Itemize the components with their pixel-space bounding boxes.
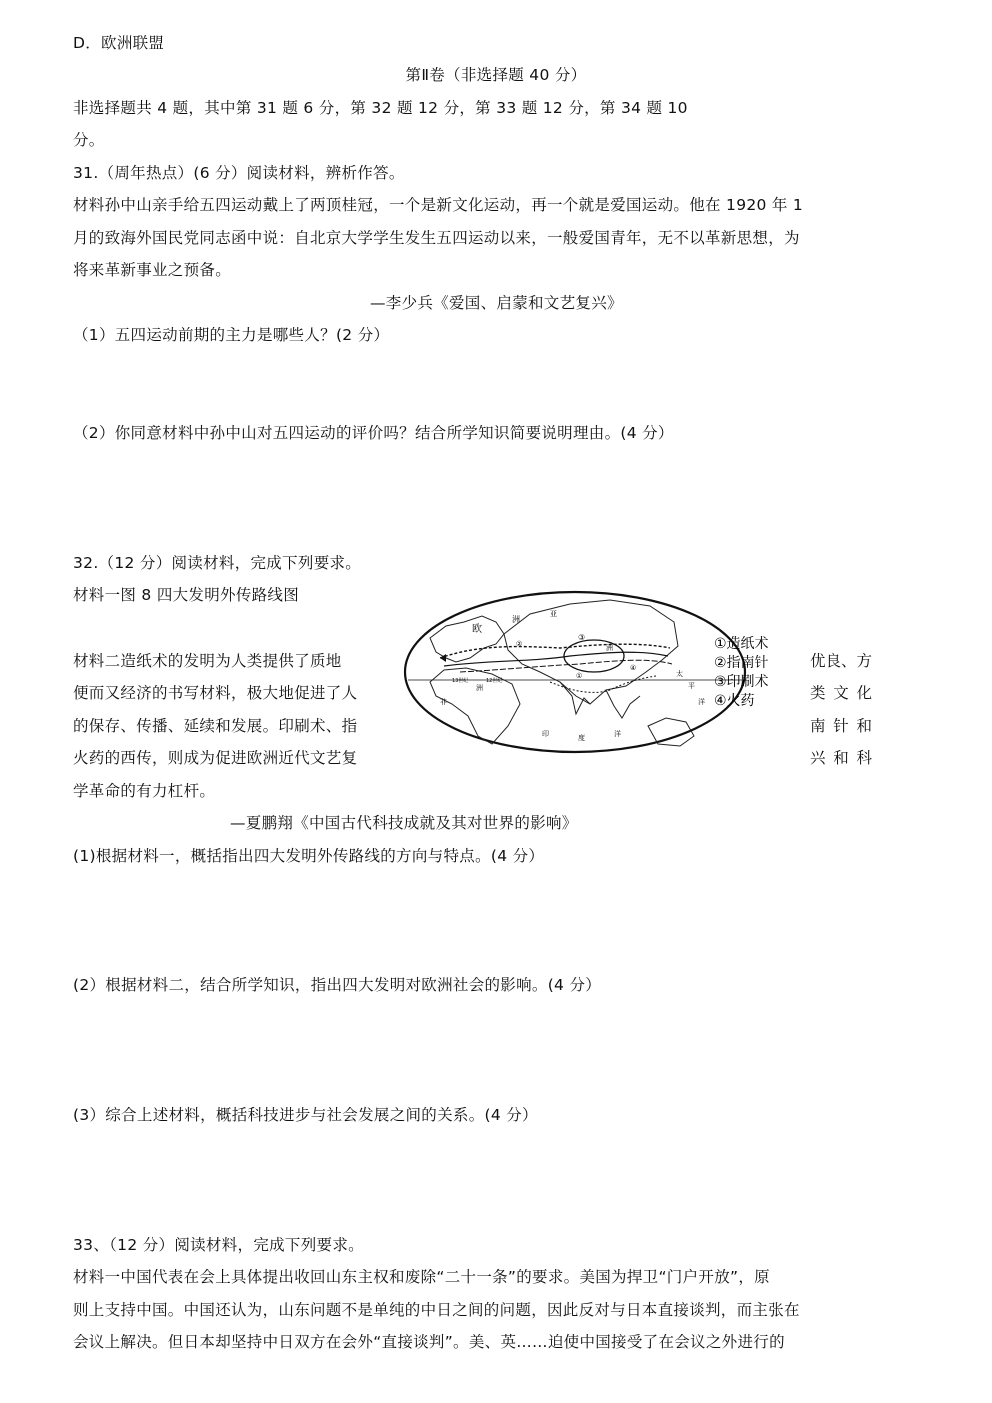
q33-heading: 33、（12 分）阅读材料，完成下列要求。 <box>73 1236 364 1254</box>
l16: 的保存、传播、延续和发展。印刷术、指 <box>73 717 358 735</box>
map-route-num-3: ① <box>576 672 583 680</box>
map-label-asia1: 亚 <box>550 610 557 618</box>
q31-1: （1）五四运动前期的主力是哪些人？(2 分） <box>73 326 390 344</box>
q32-heading: 32.（12 分）阅读材料，完成下列要求。 <box>73 554 362 572</box>
l18: 学革命的有力杠杆。 <box>73 782 216 800</box>
map-route-num-1: ③ <box>578 633 586 642</box>
map-label-africa2: 洲 <box>476 684 483 692</box>
l15: 便而又经济的书写材料，极大地促进了人 <box>73 684 358 702</box>
map-label-indian1: 印 <box>542 730 549 738</box>
map-label-pacific2: 平 <box>688 682 695 690</box>
sea-route <box>550 676 656 692</box>
map-century-2: 12世纪 <box>486 678 503 684</box>
map-outline <box>405 592 745 752</box>
map-label-europe: 欧 <box>472 624 482 635</box>
map-label-asia2: 洲 <box>606 644 613 652</box>
l24: 材料一中国代表在会上具体提出收回山东主权和废除“二十一条”的要求。美国为捍卫“门户开放”，原 <box>73 1268 770 1286</box>
india-coast <box>560 682 590 714</box>
l25: 则上支持中国。中国还认为，山东问题不是单纯的中日之间的问题，因此反对与日本直接谈判，而主张在 <box>73 1301 800 1319</box>
material-1: 材料一图 8 四大发明外传路线图 <box>73 586 300 604</box>
q31-heading: 31.（周年热点）(6 分）阅读材料，辨析作答。 <box>73 164 405 182</box>
l6: 材料孙中山亲手给五四运动戴上了两顶桂冠，一个是新文化运动，再一个就是爱国运动。他在 1920 年 1 <box>73 196 804 214</box>
map-label-pacific1: 太 <box>676 670 683 678</box>
rc2a: 类 <box>810 684 826 702</box>
legend-compass: ②指南针 <box>714 655 769 671</box>
l14: 材料二造纸术的发明为人类提供了质地 <box>73 652 342 670</box>
rc2b: 文 <box>833 684 849 702</box>
map-label-africa1: 非 <box>440 698 447 706</box>
legend-paper: ①造纸术 <box>714 636 769 652</box>
citation-1: —李少兵《爱国、启蒙和文艺复兴》 <box>370 294 623 312</box>
route-paper <box>440 644 670 658</box>
map-label-zhou-eu: 洲 <box>512 615 520 624</box>
map-route-num-4: ④ <box>630 664 637 672</box>
q32-2: (2）根据材料二，结合所学知识，指出四大发明对欧洲社会的影响。(4 分） <box>73 976 602 994</box>
l17: 火药的西传，则成为促进欧洲近代文艺复 <box>73 749 358 767</box>
q32-1: (1)根据材料一，概括指出四大发明外传路线的方向与特点。(4 分） <box>73 847 545 865</box>
rc3c: 和 <box>856 717 872 735</box>
sea-asia-coast <box>606 690 640 718</box>
map-century-1: 13世纪 <box>452 678 469 684</box>
map-label-indian3: 洋 <box>614 730 621 738</box>
rc4b: 和 <box>833 749 849 767</box>
rc3b: 针 <box>833 717 849 735</box>
section-title: 第Ⅱ卷（非选择题 40 分） <box>405 66 587 84</box>
l8: 将来革新事业之预备。 <box>73 261 232 279</box>
citation-2: —夏鹏翔《中国古代科技成就及其对世界的影响》 <box>230 814 578 832</box>
right-col-1: 优良、方 <box>810 652 873 670</box>
legend-printing: ③印刷术 <box>714 674 769 690</box>
rc4a: 兴 <box>810 749 826 767</box>
right-col-3 <box>810 716 872 736</box>
l26: 会议上解决。但日本却坚持中日双方在会外“直接谈判”。美、英……迫使中国接受了在会议之外进行的 <box>73 1333 785 1351</box>
asia-coast <box>504 600 678 704</box>
map-label-pacific3: 洋 <box>698 698 705 706</box>
l1: D．欧洲联盟 <box>73 34 165 52</box>
map-label-indian2: 度 <box>578 734 585 742</box>
rc2c: 化 <box>856 684 872 702</box>
l7: 月的致海外国民党同志函中说：自北京大学学生发生五四运动以来，一般爱国青年，无不以革新思想，为 <box>73 229 800 247</box>
q32-3: (3）综合上述材料，概括科技进步与社会发展之间的关系。(4 分） <box>73 1106 538 1124</box>
q31-2: （2）你同意材料中孙中山对五四运动的评价吗？结合所学知识简要说明理由。(4 分） <box>73 424 674 442</box>
map-route-num-2: ② <box>516 640 523 648</box>
rc4c: 科 <box>856 749 872 767</box>
l4: 分。 <box>73 131 105 149</box>
right-col-4 <box>810 748 872 768</box>
inventions-map <box>400 586 808 764</box>
rc3a: 南 <box>810 717 826 735</box>
africa-coast <box>430 668 520 744</box>
right-col-2 <box>810 683 872 703</box>
legend-gunpowder: ④火药 <box>714 693 755 709</box>
l3: 非选择题共 4 题，其中第 31 题 6 分，第 32 题 12 分，第 33 题 12 分，第 34 题 10 <box>73 99 688 117</box>
